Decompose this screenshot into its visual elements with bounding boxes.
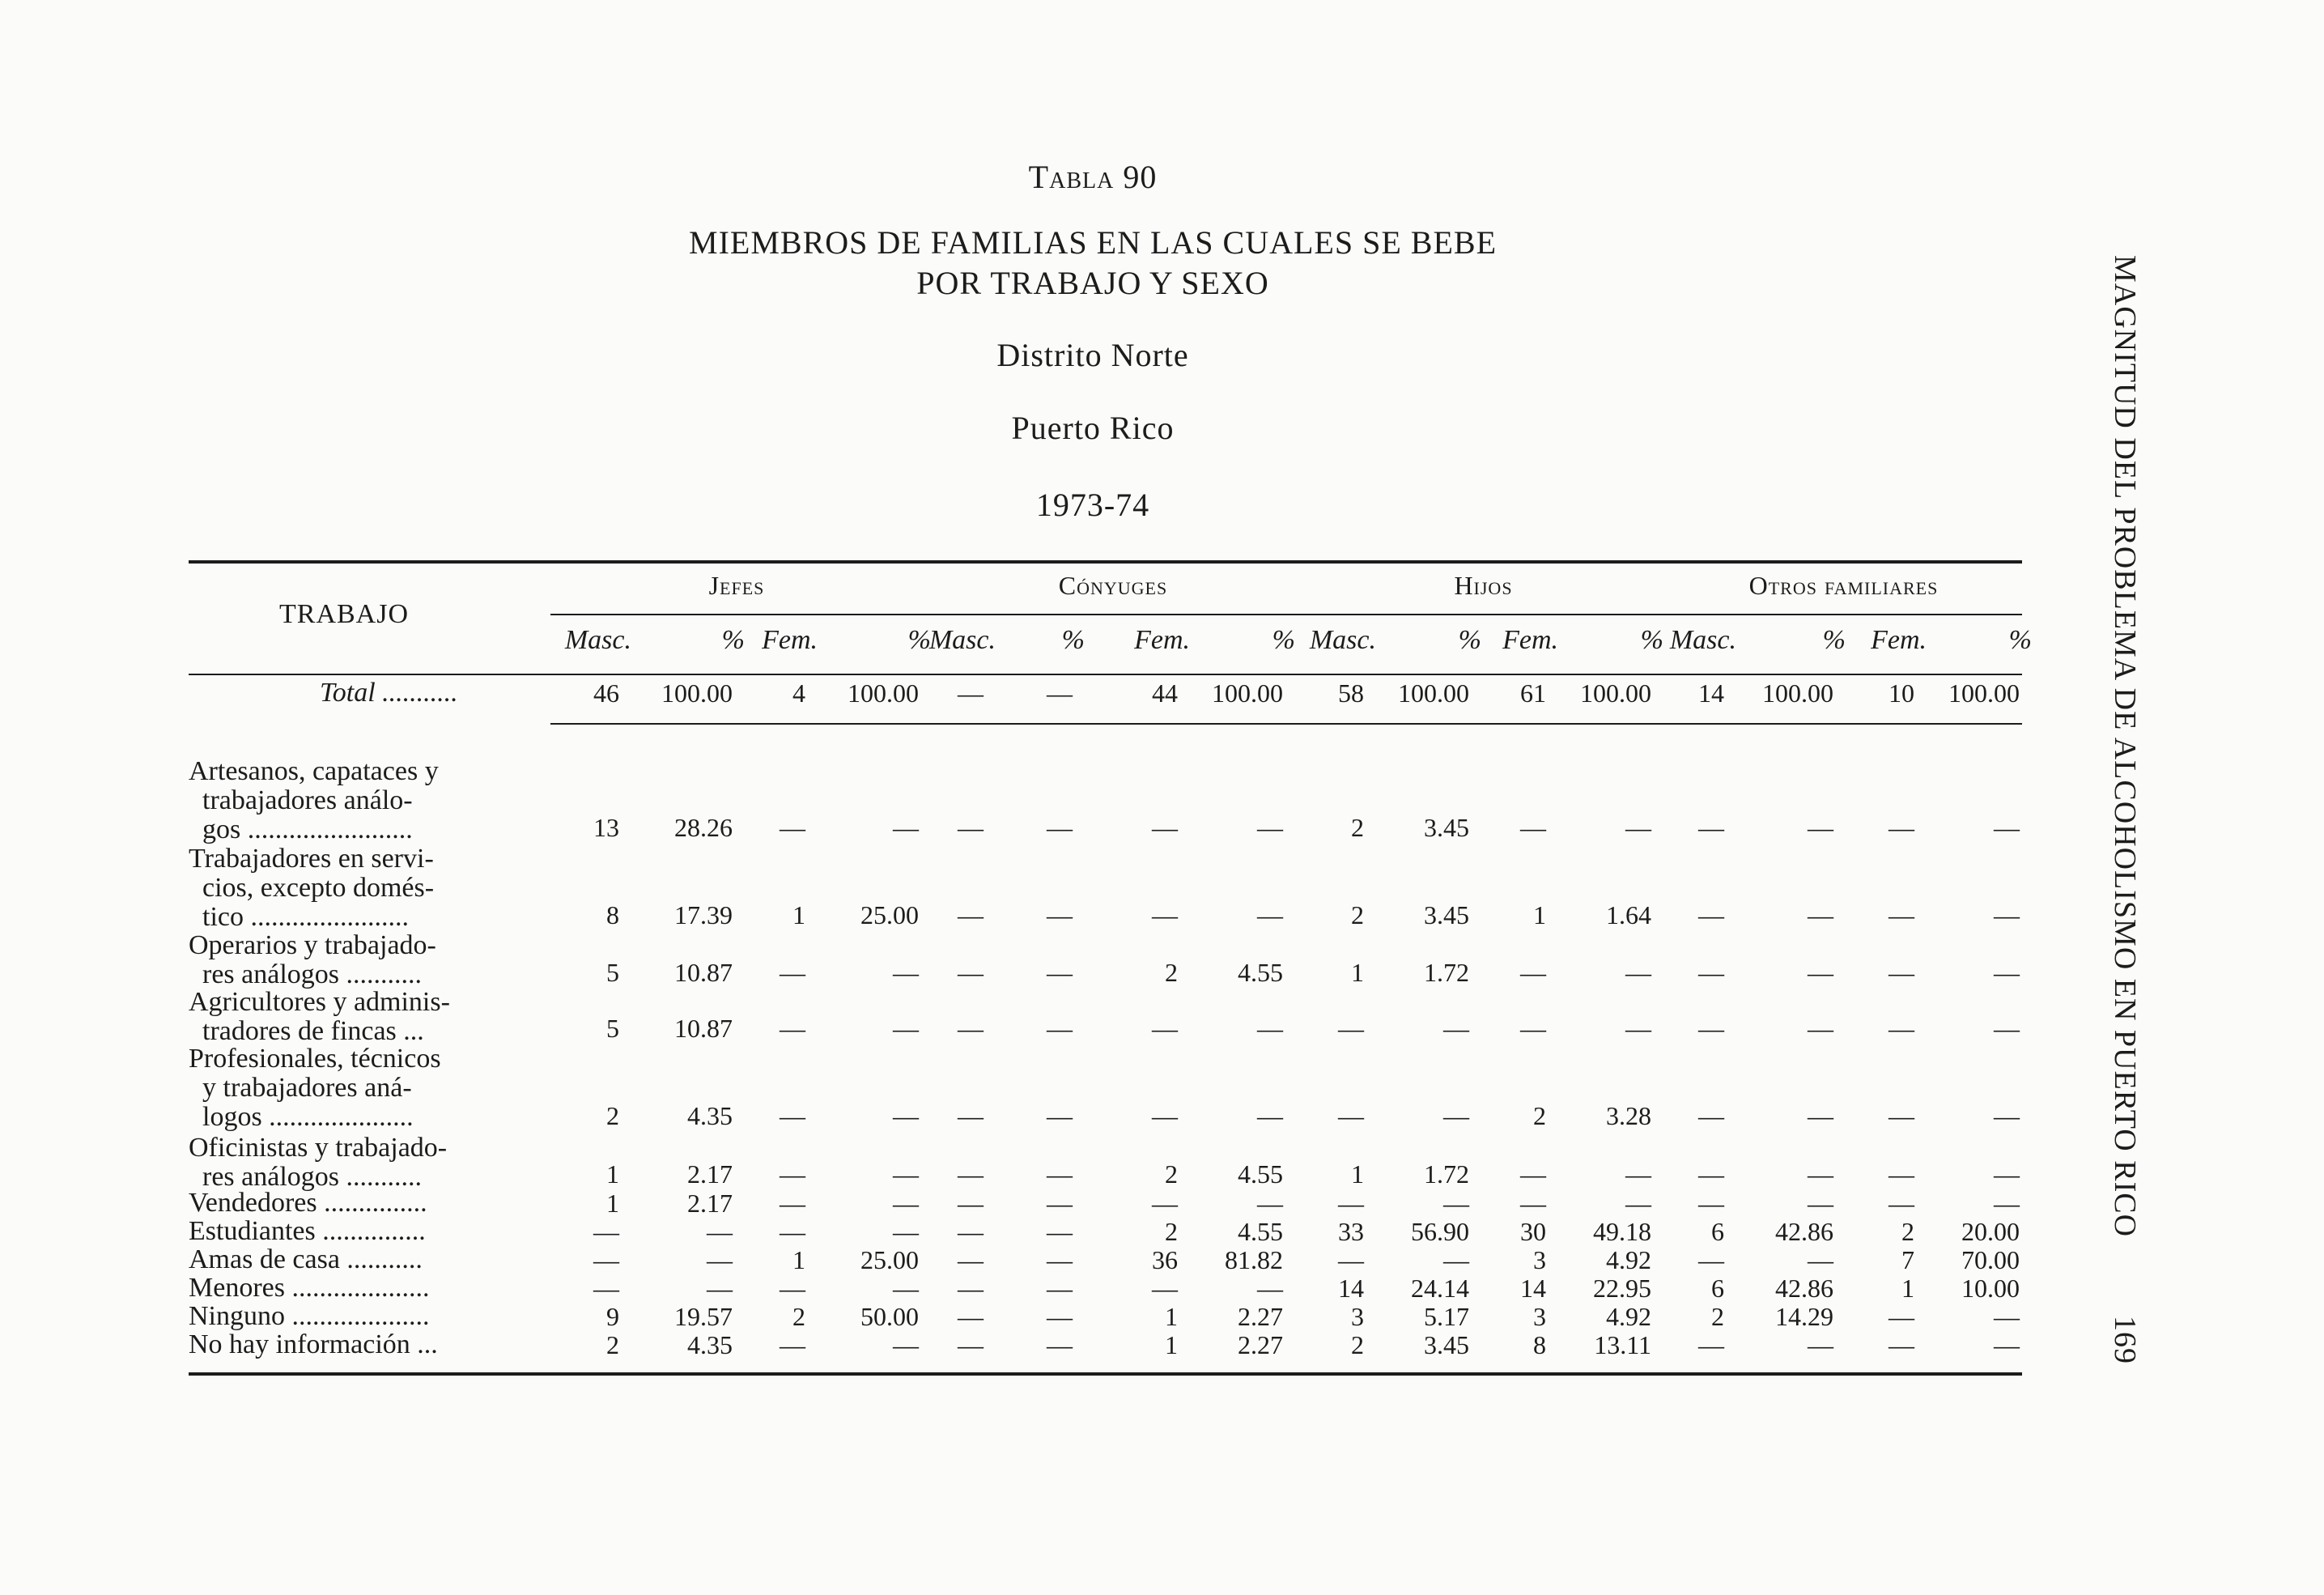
table-row-cell: —	[1698, 1189, 1724, 1218]
table-row-cell: 13.11	[1594, 1330, 1651, 1359]
table-row-cell: 14	[1520, 1274, 1546, 1303]
table-row-cell: —	[1994, 1330, 2020, 1359]
table-row-cell: —	[1047, 1189, 1073, 1218]
table-row-cell: 1	[792, 1245, 805, 1274]
table-row-cell: —	[1047, 1274, 1073, 1303]
table-row-cell: —	[1152, 813, 1178, 842]
total-row-cell: 100.00	[1948, 678, 2020, 708]
table-row-cell: 1	[1351, 958, 1364, 987]
total-bottom-rule	[550, 723, 2022, 725]
table-label-prefix: Tabla	[1028, 159, 1115, 195]
total-row-cell: 4	[792, 678, 805, 708]
table-row-cell: —	[1625, 1159, 1651, 1189]
table-row-cell: —	[1520, 1159, 1546, 1189]
table-row-cell: —	[1808, 1330, 1833, 1359]
subheader-pct-15: %	[2008, 625, 2032, 655]
table-row-cell: 33	[1338, 1217, 1364, 1246]
subheader-pct-13: %	[1822, 625, 1846, 655]
row-label: Agricultores y adminis- tradores de fincas ...	[189, 987, 450, 1046]
table-row-cell: 10.87	[674, 958, 733, 987]
table-row-cell: —	[1047, 1330, 1073, 1359]
subheader-pct-3: %	[907, 625, 931, 655]
table-row-cell: —	[1443, 1245, 1469, 1274]
table-row-cell: —	[1047, 958, 1073, 987]
table-row-cell: —	[707, 1245, 733, 1274]
table-row-cell: 2	[1351, 813, 1364, 842]
table-row-cell: —	[1625, 1014, 1651, 1043]
table-row-cell: —	[1698, 1014, 1724, 1043]
page-number: 169	[2108, 1316, 2142, 1364]
table-row-cell: —	[1257, 1101, 1283, 1130]
table-row-cell: —	[780, 1159, 805, 1189]
total-row-cell: 14	[1698, 678, 1724, 708]
table-row-cell: —	[1520, 813, 1546, 842]
table-row-cell: —	[780, 1330, 805, 1359]
table-row-cell: —	[958, 1245, 984, 1274]
table-row-cell: —	[1889, 1330, 1914, 1359]
table-row-cell: —	[893, 1217, 919, 1246]
group-rule	[550, 614, 2022, 615]
table-row-cell: —	[1443, 1189, 1469, 1218]
table-row-cell: 2	[1711, 1302, 1724, 1331]
table-row-cell: 2	[1533, 1101, 1546, 1130]
total-row-cell: 100.00	[1580, 678, 1651, 708]
subheader-fem-2: Fem.	[762, 625, 818, 655]
total-row-cell: 61	[1520, 678, 1546, 708]
table-row-cell: 1	[1165, 1330, 1178, 1359]
table-row-cell: —	[1047, 1159, 1073, 1189]
row-label: Menores ....................	[189, 1273, 430, 1303]
table-row-cell: 4.92	[1606, 1302, 1651, 1331]
row-label: Vendedores ...............	[189, 1188, 427, 1218]
table-row-cell: 5	[606, 1014, 619, 1043]
total-row-label: Total ...........	[320, 678, 458, 708]
table-row-cell: 2	[1165, 1159, 1178, 1189]
table-row-cell: 14.29	[1775, 1302, 1833, 1331]
table-row-cell: 5.17	[1424, 1302, 1469, 1331]
group-header-hijos: Hijos	[1454, 571, 1513, 600]
table-row-cell: 42.86	[1775, 1274, 1833, 1303]
table-row-cell: 2	[1901, 1217, 1914, 1246]
table-row-cell: 3	[1351, 1302, 1364, 1331]
subheader-pct-11: %	[1640, 625, 1663, 655]
table-row-cell: —	[1520, 1189, 1546, 1218]
table-row-cell: —	[958, 813, 984, 842]
table-row-cell: 25.00	[860, 900, 919, 929]
table-row-cell: —	[1698, 1101, 1724, 1130]
table-row-cell: 3.45	[1424, 813, 1469, 842]
table-row-cell: 2	[606, 1101, 619, 1130]
table-row-cell: —	[1994, 900, 2020, 929]
table-row-cell: —	[1520, 958, 1546, 987]
table-row-cell: 1	[1901, 1274, 1914, 1303]
table-row-cell: —	[1698, 958, 1724, 987]
subheader-pct-1: %	[721, 625, 745, 655]
table-row-cell: 25.00	[860, 1245, 919, 1274]
running-head	[2105, 255, 2145, 1380]
table-row-cell: —	[1047, 900, 1073, 929]
table-row-cell: 4.35	[687, 1330, 733, 1359]
subheader-masc-4: Masc.	[928, 625, 996, 655]
table-row-cell: 1.72	[1424, 958, 1469, 987]
table-row-cell: 56.90	[1411, 1217, 1469, 1246]
table-row-cell: 7	[1901, 1245, 1914, 1274]
group-header-otros-familiares: Otros familiares	[1748, 571, 1939, 600]
table-row-cell: —	[893, 1330, 919, 1359]
table-row-cell: 70.00	[1961, 1245, 2020, 1274]
table-row-cell: —	[1443, 1014, 1469, 1043]
table-row-cell: —	[1808, 1245, 1833, 1274]
total-row-cell: 58	[1338, 678, 1364, 708]
total-row-cell: 44	[1152, 678, 1178, 708]
subheader-fem-10: Fem.	[1502, 625, 1558, 655]
total-row-cell: 100.00	[1762, 678, 1833, 708]
table-row-cell: 3	[1533, 1302, 1546, 1331]
table-row-cell: 1	[1165, 1302, 1178, 1331]
table-row-cell: 81.82	[1225, 1245, 1283, 1274]
table-row-cell: —	[1338, 1245, 1364, 1274]
row-label: Profesionales, técnicos y trabajadores aná- logos .....................	[189, 1044, 441, 1132]
table-row-cell: 9	[606, 1302, 619, 1331]
subtitle-district: Distrito Norte	[996, 337, 1189, 373]
table-row-cell: 6	[1711, 1217, 1724, 1246]
subheader-pct-7: %	[1272, 625, 1295, 655]
header-bottom-rule	[189, 674, 2022, 675]
total-row-cell: 100.00	[1398, 678, 1469, 708]
column-header-trabajo: TRABAJO	[279, 599, 410, 629]
table-row-cell: —	[1625, 813, 1651, 842]
total-row-cell: 100.00	[661, 678, 733, 708]
table-row-cell: 2	[792, 1302, 805, 1331]
table-row-cell: —	[1889, 958, 1914, 987]
table-top-rule	[189, 560, 2022, 564]
subheader-pct-5: %	[1061, 625, 1085, 655]
table-row-cell: 3.28	[1606, 1101, 1651, 1130]
table-row-cell: 20.00	[1961, 1217, 2020, 1246]
table-row-cell: 14	[1338, 1274, 1364, 1303]
table-row-cell: —	[1152, 1101, 1178, 1130]
table-row-cell: 8	[1533, 1330, 1546, 1359]
total-row-cell: —	[958, 678, 984, 708]
table-row-cell: —	[707, 1217, 733, 1246]
table-row-cell: —	[1889, 813, 1914, 842]
table-row-cell: 2	[1165, 1217, 1178, 1246]
table-row-cell: —	[958, 1014, 984, 1043]
table-row-cell: —	[1338, 1101, 1364, 1130]
table-row-cell: —	[1808, 958, 1833, 987]
subheader-masc-12: Masc.	[1669, 625, 1736, 655]
table-row-cell: 4.55	[1238, 1217, 1283, 1246]
table-row-cell: 19.57	[674, 1302, 733, 1331]
table-row-cell: —	[1698, 1330, 1724, 1359]
table-row-cell: —	[780, 1014, 805, 1043]
table-row-cell: —	[1889, 1101, 1914, 1130]
table-row-cell: —	[1994, 813, 2020, 842]
table-row-cell: —	[958, 958, 984, 987]
table-row-cell: —	[958, 1302, 984, 1331]
table-row-cell: 1	[1351, 1159, 1364, 1189]
table-row-cell: 36	[1152, 1245, 1178, 1274]
table-row-cell: —	[893, 1274, 919, 1303]
table-row-cell: —	[780, 958, 805, 987]
table-row-cell: 24.14	[1411, 1274, 1469, 1303]
table-row-cell: —	[1152, 1014, 1178, 1043]
total-row-cell: 46	[593, 678, 619, 708]
table-label-number: 90	[1123, 159, 1158, 195]
table-row-cell: —	[1257, 900, 1283, 929]
table-row-cell: 1.64	[1606, 900, 1651, 929]
table-row-cell: —	[1808, 1014, 1833, 1043]
table-row-cell: —	[1994, 1101, 2020, 1130]
table-row-cell: —	[1994, 1159, 2020, 1189]
group-header-conyuges: Cónyuges	[1058, 571, 1168, 600]
row-label: Operarios y trabajado- res análogos ...........	[189, 930, 436, 989]
table-row-cell: 2.27	[1238, 1302, 1283, 1331]
table-row-cell: —	[1625, 1189, 1651, 1218]
table-row-cell: —	[958, 1274, 984, 1303]
table-row-cell: —	[780, 1274, 805, 1303]
table-row-cell: 10.87	[674, 1014, 733, 1043]
table-row-cell: —	[1443, 1101, 1469, 1130]
table-row-cell: —	[1698, 900, 1724, 929]
table-row-cell: —	[1698, 1159, 1724, 1189]
table-row-cell: —	[1257, 813, 1283, 842]
table-row-cell: 8	[606, 900, 619, 929]
table-row-cell: —	[1889, 1189, 1914, 1218]
table-row-cell: —	[1808, 900, 1833, 929]
table-row-cell: 13	[593, 813, 619, 842]
table-row-cell: —	[1047, 1217, 1073, 1246]
table-row-cell: —	[1257, 1189, 1283, 1218]
table-row-cell: —	[958, 1159, 984, 1189]
table-row-cell: —	[780, 813, 805, 842]
table-row-cell: 28.26	[674, 813, 733, 842]
table-row-cell: 4.55	[1238, 1159, 1283, 1189]
table-row-cell: 30	[1520, 1217, 1546, 1246]
table-row-cell: 2.17	[687, 1189, 733, 1218]
table-row-cell: —	[1338, 1014, 1364, 1043]
table-row-cell: —	[707, 1274, 733, 1303]
table-row-cell: —	[893, 813, 919, 842]
subheader-fem-6: Fem.	[1134, 625, 1190, 655]
subheader-pct-9: %	[1458, 625, 1481, 655]
table-row-cell: —	[593, 1274, 619, 1303]
row-label: Ninguno ....................	[189, 1301, 430, 1331]
table-row-cell: —	[893, 1189, 919, 1218]
table-row-cell: —	[958, 1217, 984, 1246]
table-number	[0, 158, 2186, 196]
table-row-cell: —	[1047, 1014, 1073, 1043]
table-row-cell: —	[958, 1189, 984, 1218]
group-header-jefes: Jefes	[708, 571, 765, 600]
table-row-cell: —	[1808, 813, 1833, 842]
table-row-cell: —	[1047, 813, 1073, 842]
table-row-cell: 1	[606, 1159, 619, 1189]
table-row-cell: —	[1994, 1189, 2020, 1218]
table-row-cell: —	[780, 1189, 805, 1218]
table-row-cell: —	[1047, 1302, 1073, 1331]
row-label: Amas de casa ...........	[189, 1244, 423, 1274]
table-bottom-rule	[189, 1372, 2022, 1376]
table-row-cell: 1	[606, 1189, 619, 1218]
table-row-cell: —	[1889, 1014, 1914, 1043]
row-label: Trabajadores en servi- cios, excepto domés- tico .......................	[189, 844, 435, 932]
table-row-cell: —	[893, 958, 919, 987]
table-row-cell: 4.55	[1238, 958, 1283, 987]
table-row-cell: —	[1994, 1014, 2020, 1043]
table-row-cell: —	[1338, 1189, 1364, 1218]
table-row-cell: 3.45	[1424, 1330, 1469, 1359]
subheader-masc-8: Masc.	[1309, 625, 1376, 655]
table-row-cell: —	[593, 1245, 619, 1274]
table-heading	[0, 223, 2186, 304]
total-row-cell: 100.00	[1212, 678, 1283, 708]
table-row-cell: 2	[1351, 900, 1364, 929]
table-row-cell: 17.39	[674, 900, 733, 929]
table-row-cell: 2	[606, 1330, 619, 1359]
table-row-cell: 5	[606, 958, 619, 987]
row-label: Artesanos, capataces y trabajadores análo- gos ........................	[189, 756, 439, 844]
heading-line-2: POR TRABAJO Y SEXO	[916, 265, 1269, 301]
running-head-text: MAGNITUD DEL PROBLEMA DE ALCOHOLISMO EN PUERTO RICO	[2108, 255, 2142, 1238]
total-row-cell: 10	[1889, 678, 1914, 708]
table-row-cell: —	[1808, 1101, 1833, 1130]
table-row-cell: —	[1047, 1245, 1073, 1274]
subheader-fem-14: Fem.	[1871, 625, 1927, 655]
table-row-cell: —	[1889, 1159, 1914, 1189]
table-row-cell: —	[1152, 1274, 1178, 1303]
table-row-cell: 2.27	[1238, 1330, 1283, 1359]
table-row-cell: —	[1994, 958, 2020, 987]
table-row-cell: 10.00	[1961, 1274, 2020, 1303]
table-row-cell: 4.35	[687, 1101, 733, 1130]
table-row-cell: —	[1152, 1189, 1178, 1218]
table-row-cell: —	[1152, 900, 1178, 929]
table-row-cell: —	[1698, 813, 1724, 842]
table-row-cell: —	[958, 1101, 984, 1130]
table-row-cell: —	[1994, 1302, 2020, 1331]
table-row-cell: —	[1889, 1302, 1914, 1331]
table-row-cell: —	[893, 1101, 919, 1130]
table-row-cell: —	[958, 1330, 984, 1359]
table-row-cell: 22.95	[1593, 1274, 1651, 1303]
table-row-cell: —	[1625, 958, 1651, 987]
table-row-cell: 50.00	[860, 1302, 919, 1331]
table-row-cell: 1.72	[1424, 1159, 1469, 1189]
table-row-cell: 42.86	[1775, 1217, 1833, 1246]
table-row-cell: 6	[1711, 1274, 1724, 1303]
total-row-cell: 100.00	[848, 678, 919, 708]
table-row-cell: —	[1808, 1189, 1833, 1218]
subtitle-year: 1973-74	[1035, 487, 1150, 523]
table-row-cell: 2	[1351, 1330, 1364, 1359]
table-row-cell: 1	[1533, 900, 1546, 929]
table-row-cell: —	[1698, 1245, 1724, 1274]
table-row-cell: 49.18	[1593, 1217, 1651, 1246]
table-row-cell: 3.45	[1424, 900, 1469, 929]
row-label: Estudiantes ...............	[189, 1216, 426, 1246]
table-row-cell: 2	[1165, 958, 1178, 987]
table-row-cell: —	[1047, 1101, 1073, 1130]
row-label: Oficinistas y trabajado- res análogos ...........	[189, 1133, 448, 1192]
table-row-cell: —	[1257, 1014, 1283, 1043]
table-row-cell: —	[958, 900, 984, 929]
subtitle-country: Puerto Rico	[1011, 410, 1175, 446]
table-row-cell: —	[1520, 1014, 1546, 1043]
total-row-cell: —	[1047, 678, 1073, 708]
table-row-cell: 4.92	[1606, 1245, 1651, 1274]
row-label: No hay información ...	[189, 1329, 438, 1359]
table-row-cell: —	[780, 1101, 805, 1130]
table-row-cell: —	[1257, 1274, 1283, 1303]
table-row-cell: —	[593, 1217, 619, 1246]
subheader-masc-0: Masc.	[564, 625, 631, 655]
heading-line-1: MIEMBROS DE FAMILIAS EN LAS CUALES SE BEBE	[689, 224, 1497, 261]
table-row-cell: 2.17	[687, 1159, 733, 1189]
table-row-cell: 3	[1533, 1245, 1546, 1274]
table-row-cell: —	[893, 1014, 919, 1043]
table-row-cell: 1	[792, 900, 805, 929]
table-row-cell: —	[1889, 900, 1914, 929]
table-row-cell: —	[780, 1217, 805, 1246]
table-row-cell: —	[1808, 1159, 1833, 1189]
table-row-cell: —	[893, 1159, 919, 1189]
